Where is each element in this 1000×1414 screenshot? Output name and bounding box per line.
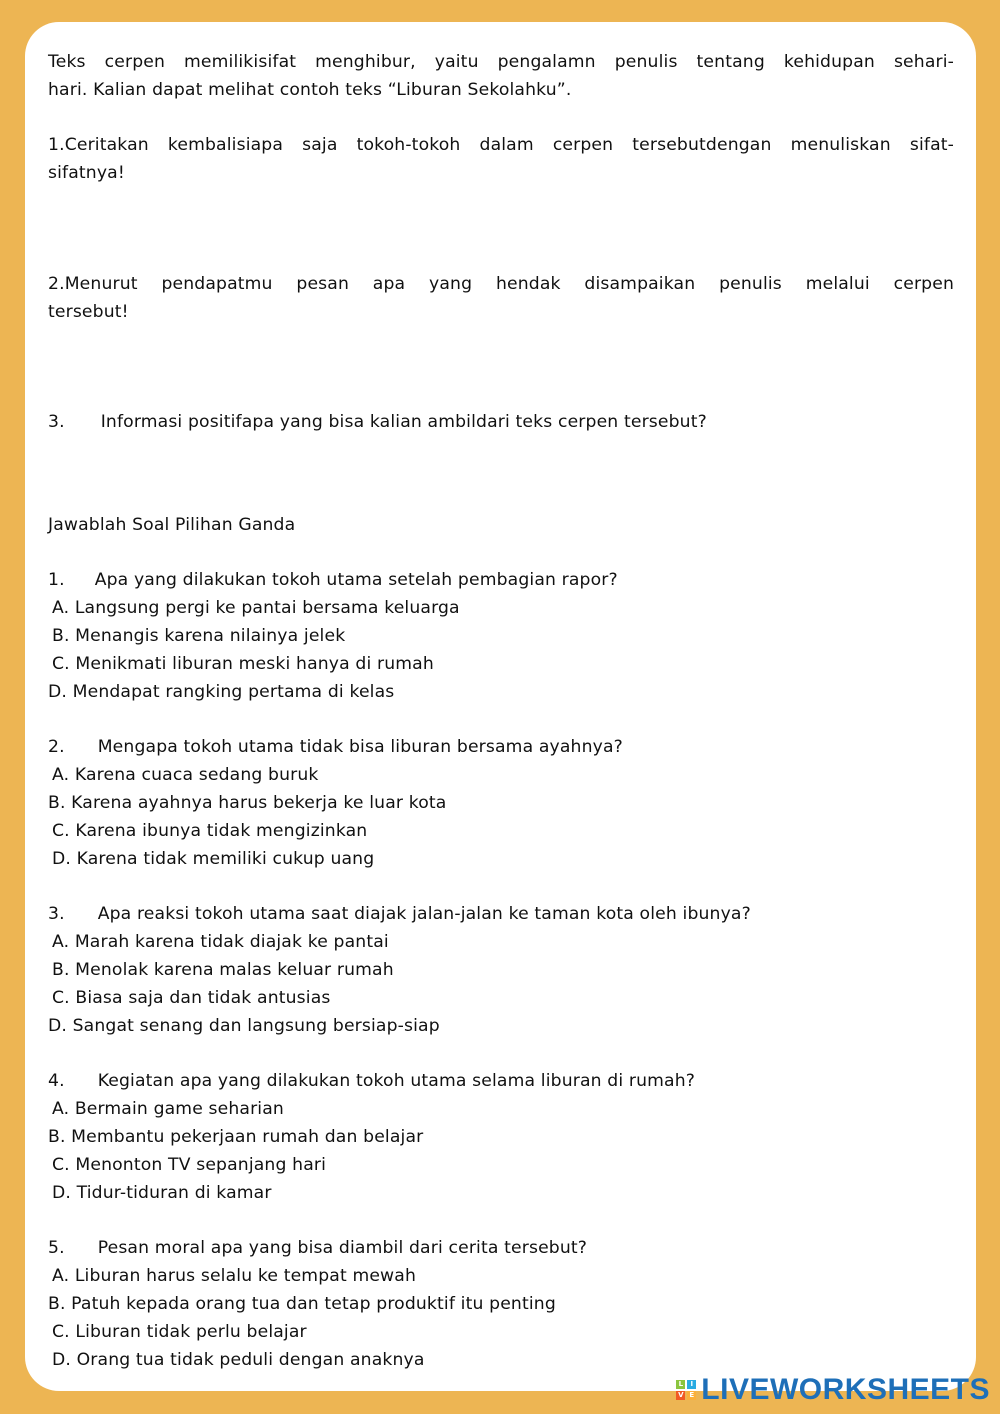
essay-question-1-line-2: sifatnya! [48, 163, 125, 183]
essay-question-3 [48, 408, 954, 436]
multiple-choice-heading: Jawablah Soal Pilihan Ganda [48, 515, 296, 535]
mc-question-1 [48, 566, 954, 594]
mc-q5-option-a[interactable]: A. Liburan harus selalu ke tempat mewah [52, 1266, 416, 1286]
mc-q5-option-b[interactable]: B. Patuh kepada orang tua dan tetap produktif itu penting [48, 1294, 556, 1314]
mc-question-3 [48, 900, 954, 928]
logo-block-l: L [676, 1380, 685, 1389]
mc-question-1-number: 1. [48, 570, 65, 590]
mc-question-4 [48, 1067, 954, 1095]
mc-q2-option-a[interactable]: A. Karena cuaca sedang buruk [52, 765, 319, 785]
logo-block-e: E [687, 1391, 696, 1400]
mc-question-5-text: Pesan moral apa yang bisa diambil dari cerita tersebut? [97, 1238, 588, 1258]
logo-block-i: I [687, 1380, 696, 1389]
mc-q4-option-c[interactable]: C. Menonton TV sepanjang hari [52, 1155, 327, 1175]
mc-q3-option-d[interactable]: D. Sangat senang dan langsung bersiap-siap [48, 1016, 440, 1036]
mc-question-1-text: Apa yang dilakukan tokoh utama setelah pembagian rapor? [94, 570, 618, 590]
mc-q4-option-b[interactable]: B. Membantu pekerjaan rumah dan belajar [48, 1127, 424, 1147]
mc-question-4-number: 4. [48, 1071, 65, 1091]
liveworksheets-logo [676, 1375, 990, 1405]
mc-question-3-number: 3. [48, 904, 65, 924]
mc-question-5-number: 5. [48, 1238, 65, 1258]
intro-line-1: Teks cerpen memilikisifat menghibur, yaitu pengalamn penulis tentang kehidupan sehari- [48, 52, 954, 72]
mc-q1-option-b[interactable]: B. Menangis karena nilainya jelek [52, 626, 346, 646]
mc-q1-option-d[interactable]: D. Mendapat rangking pertama di kelas [48, 682, 395, 702]
essay-question-1-line-1: 1.Ceritakan kembalisiapa saja tokoh-tokoh dalam cerpen tersebutdengan menuliskan sifat- [48, 135, 954, 155]
mc-q1-option-c[interactable]: C. Menikmati liburan meski hanya di rumah [52, 654, 434, 674]
logo-blocks-icon [676, 1380, 696, 1400]
mc-q3-option-c[interactable]: C. Biasa saja dan tidak antusias [52, 988, 331, 1008]
essay-question-2-line-1: 2.Menurut pendapatmu pesan apa yang hendak disampaikan penulis melalui cerpen [48, 274, 954, 294]
mc-q3-option-a[interactable]: A. Marah karena tidak diajak ke pantai [52, 932, 389, 952]
mc-q5-option-d[interactable]: D. Orang tua tidak peduli dengan anaknya [52, 1350, 425, 1370]
mc-question-4-text: Kegiatan apa yang dilakukan tokoh utama selama liburan di rumah? [97, 1071, 696, 1091]
intro-line-2: hari. Kalian dapat melihat contoh teks “Liburan Sekolahku”. [48, 80, 572, 100]
essay-question-2-line-2: tersebut! [48, 302, 129, 322]
mc-q3-option-b[interactable]: B. Menolak karena malas keluar rumah [52, 960, 394, 980]
mc-question-2-text: Mengapa tokoh utama tidak bisa liburan bersama ayahnya? [97, 737, 623, 757]
mc-q5-option-c[interactable]: C. Liburan tidak perlu belajar [52, 1322, 307, 1342]
mc-q2-option-d[interactable]: D. Karena tidak memiliki cukup uang [52, 849, 375, 869]
mc-q2-option-c[interactable]: C. Karena ibunya tidak mengizinkan [52, 821, 368, 841]
logo-block-v: V [678, 1391, 684, 1399]
mc-q4-option-d[interactable]: D. Tidur-tiduran di kamar [52, 1183, 272, 1203]
mc-q2-option-b[interactable]: B. Karena ayahnya harus bekerja ke luar kota [48, 793, 447, 813]
mc-question-2-number: 2. [48, 737, 65, 757]
mc-q4-option-a[interactable]: A. Bermain game seharian [52, 1099, 284, 1119]
mc-question-2 [48, 733, 954, 761]
essay-question-3-text: Informasi positifapa yang bisa kalian ambildari teks cerpen tersebut? [100, 412, 707, 432]
mc-q1-option-a[interactable]: A. Langsung pergi ke pantai bersama keluarga [52, 598, 460, 618]
essay-question-3-number: 3. [48, 412, 65, 432]
mc-question-3-text: Apa reaksi tokoh utama saat diajak jalan-jalan ke taman kota oleh ibunya? [97, 904, 751, 924]
mc-question-5 [48, 1234, 954, 1262]
logo-text: LIVEWORKSHEETS [701, 1373, 990, 1406]
